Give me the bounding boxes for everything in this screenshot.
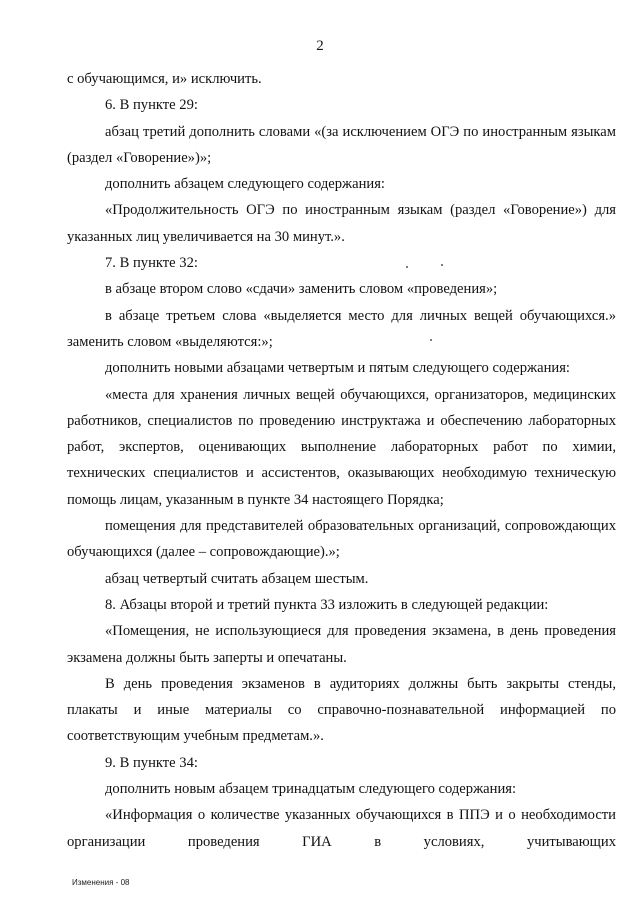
paragraph: дополнить новыми абзацами четвертым и пятым следующего содержания: bbox=[105, 360, 570, 377]
document-body bbox=[67, 66, 616, 855]
scan-speck bbox=[430, 339, 432, 341]
paragraph: абзац четвертый считать абзацем шестым. bbox=[105, 570, 369, 587]
scan-speck bbox=[441, 264, 443, 266]
scan-speck bbox=[406, 266, 408, 268]
document-footer: Изменения - 08 bbox=[72, 878, 130, 887]
paragraph: в абзаце третьем слова «выделяется место для личных вещей обучающихся.» заменить словом «выделяются:»; bbox=[67, 307, 616, 350]
item-8-heading: 8. Абзацы второй и третий пункта 33 изложить в следующей редакции: bbox=[105, 596, 549, 613]
page-number: 2 bbox=[316, 38, 324, 54]
paragraph: помещения для представителей образовательных организаций, сопровождающих обучающихся (далее – сопровождающие).»; bbox=[67, 518, 616, 561]
paragraph: «места для хранения личных вещей обучающихся, организаторов, медицинских работников, специалистов по проведению инструктажа и обеспечению лабораторных работ, экспертов, оценивающих выполнение лабораторных работ по химии, технических специалистов и ассистентов, оказывающих необходимую техническую помощь лицам, указанным в пункте 34 настоящего Порядка; bbox=[67, 386, 616, 508]
item-6-heading: 6. В пункте 29: bbox=[105, 97, 198, 114]
paragraph: в абзаце втором слово «сдачи» заменить словом «проведения»; bbox=[105, 281, 498, 298]
paragraph: «Информация о количестве указанных обучающихся в ППЭ и о необходимости организации проведения ГИА в условиях, учитывающих bbox=[67, 807, 616, 850]
paragraph-continuation: с обучающимся, и» исключить. bbox=[67, 71, 262, 87]
paragraph: абзац третий дополнить словами «(за исключением ОГЭ по иностранным языкам (раздел «Говорение»)»; bbox=[67, 123, 616, 166]
item-9-heading: 9. В пункте 34: bbox=[105, 754, 198, 771]
paragraph: дополнить абзацем следующего содержания: bbox=[105, 176, 385, 193]
item-7-heading: 7. В пункте 32: bbox=[105, 255, 198, 272]
paragraph: «Помещения, не использующиеся для проведения экзамена, в день проведения экзамена должны быть заперты и опечатаны. bbox=[67, 623, 616, 666]
paragraph: дополнить новым абзацем тринадцатым следующего содержания: bbox=[105, 781, 517, 798]
paragraph: В день проведения экзаменов в аудиториях должны быть закрыты стенды, плакаты и иные материалы со справочно-познавательной информацией по соответствующим учебным предметам.». bbox=[67, 675, 616, 745]
paragraph: «Продолжительность ОГЭ по иностранным языкам (раздел «Говорение») для указанных лиц увеличивается на 30 минут.». bbox=[67, 202, 616, 245]
